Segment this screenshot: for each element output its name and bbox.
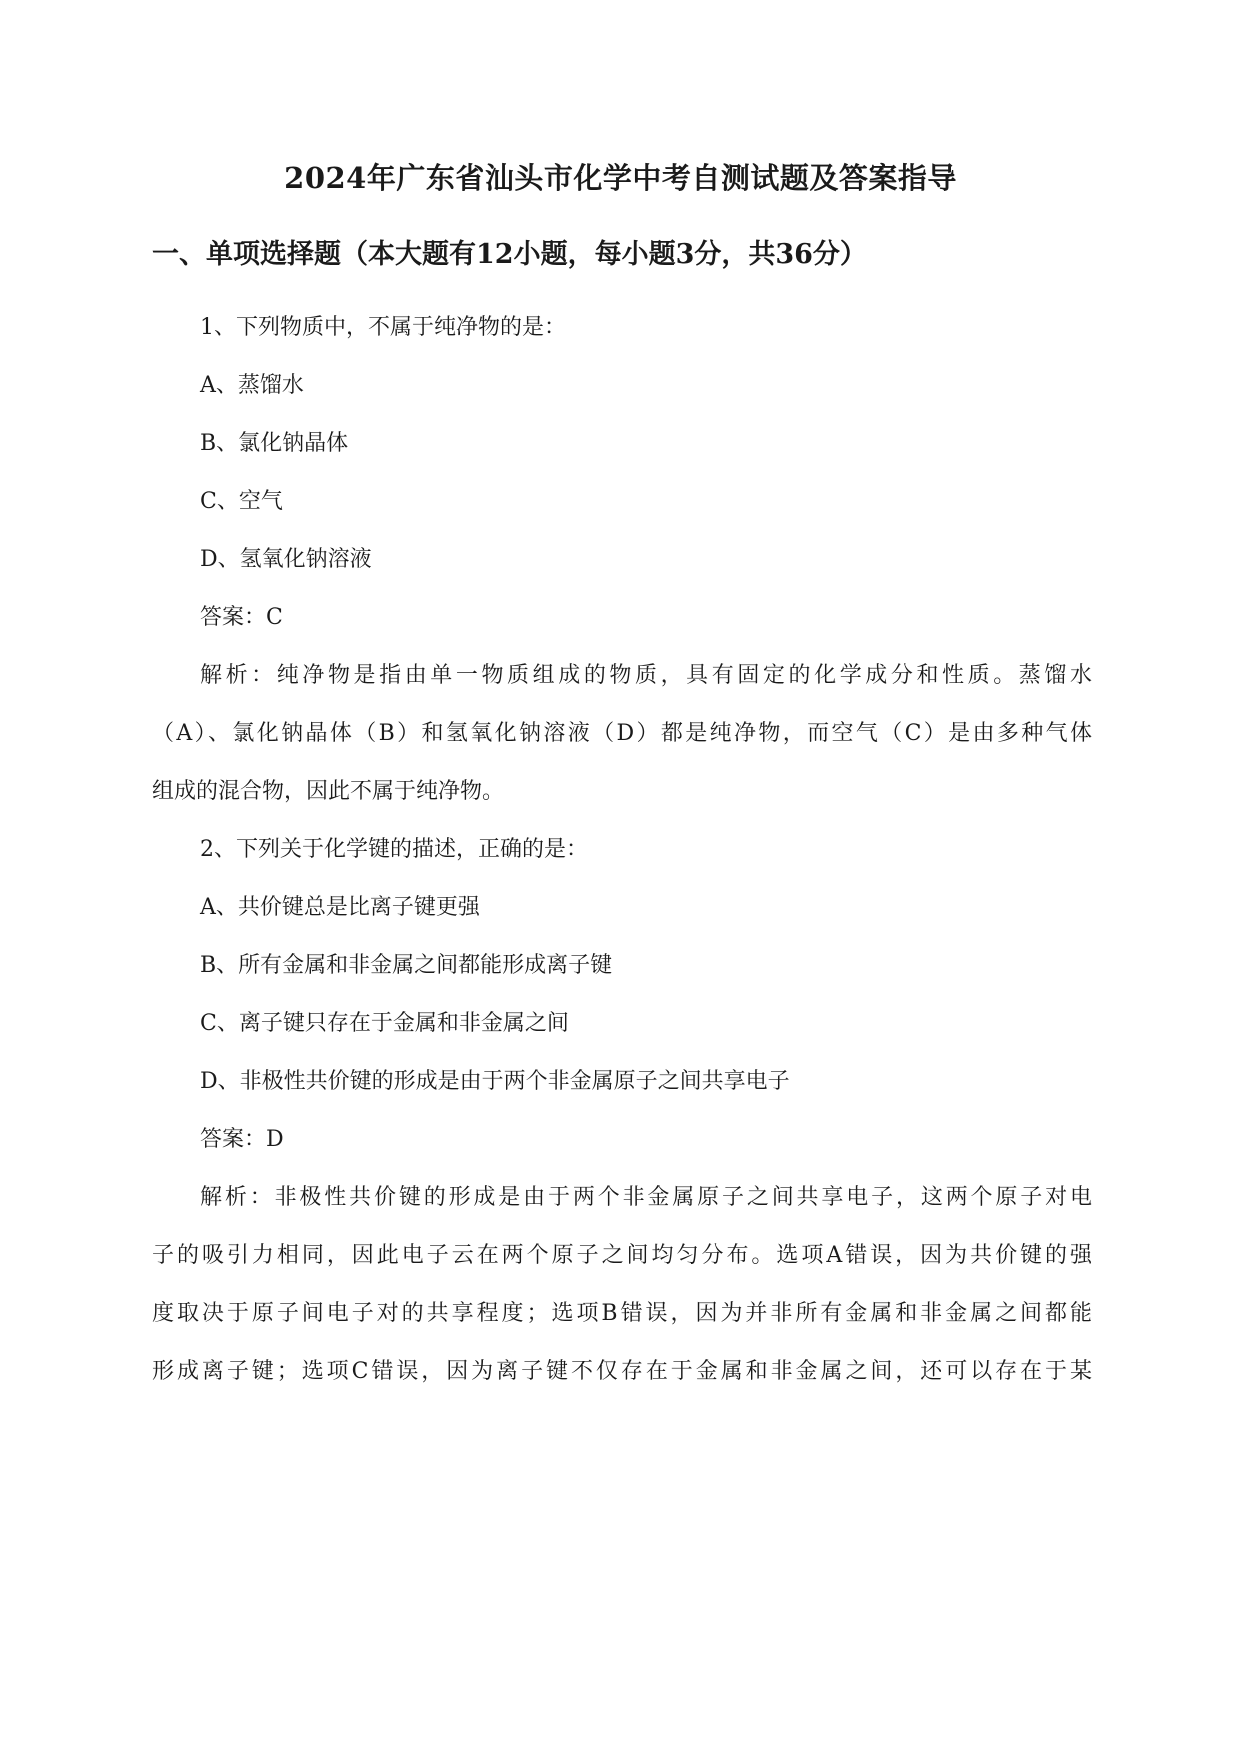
question-1-answer: 答案：C (200, 605, 283, 630)
question-2-option-b: B、所有金属和非金属之间都能形成离子键 (200, 953, 613, 978)
question-1-option-a: A、蒸馏水 (200, 373, 304, 398)
question-1-option-d: D、氢氧化钠溶液 (200, 547, 372, 572)
question-2-analysis-line-3: 度取决于原子间电子对的共享程度；选项B错误，因为并非所有金属和非金属之间都能 (152, 1301, 1092, 1326)
question-2-analysis-line-2: 子的吸引力相同，因此电子云在两个原子之间均匀分布。选项A错误，因为共价键的强 (152, 1243, 1092, 1268)
question-2-analysis-line-1: 解析：非极性共价键的形成是由于两个非金属原子之间共享电子，这两个原子对电 (200, 1185, 1092, 1210)
question-2-analysis-line-4: 形成离子键；选项C错误，因为离子键不仅存在于金属和非金属之间，还可以存在于某 (152, 1359, 1092, 1384)
question-2-answer: 答案：D (200, 1127, 284, 1152)
question-1-analysis-line-2: （A）、氯化钠晶体（B）和氢氧化钠溶液（D）都是纯净物，而空气（C）是由多种气体 (152, 721, 1092, 746)
document-title: 2024年广东省汕头市化学中考自测试题及答案指导 (284, 161, 957, 195)
question-1-analysis-line-1: 解析：纯净物是指由单一物质组成的物质，具有固定的化学成分和性质。蒸馏水 (200, 663, 1092, 688)
question-1-option-b: B、氯化钠晶体 (200, 431, 349, 456)
question-1-stem: 1、下列物质中，不属于纯净物的是： (200, 315, 566, 340)
question-2-option-c: C、离子键只存在于金属和非金属之间 (200, 1011, 569, 1036)
question-2-option-d: D、非极性共价键的形成是由于两个非金属原子之间共享电子 (200, 1069, 790, 1094)
question-1-option-c: C、空气 (200, 489, 283, 514)
question-2-stem: 2、下列关于化学键的描述，正确的是： (200, 837, 588, 862)
question-1-analysis-line-3: 组成的混合物，因此不属于纯净物。 (152, 779, 505, 804)
section-heading: 一、单项选择题（本大题有12小题，每小题3分，共36分） (152, 239, 867, 270)
question-2-option-a: A、共价键总是比离子键更强 (200, 895, 480, 920)
